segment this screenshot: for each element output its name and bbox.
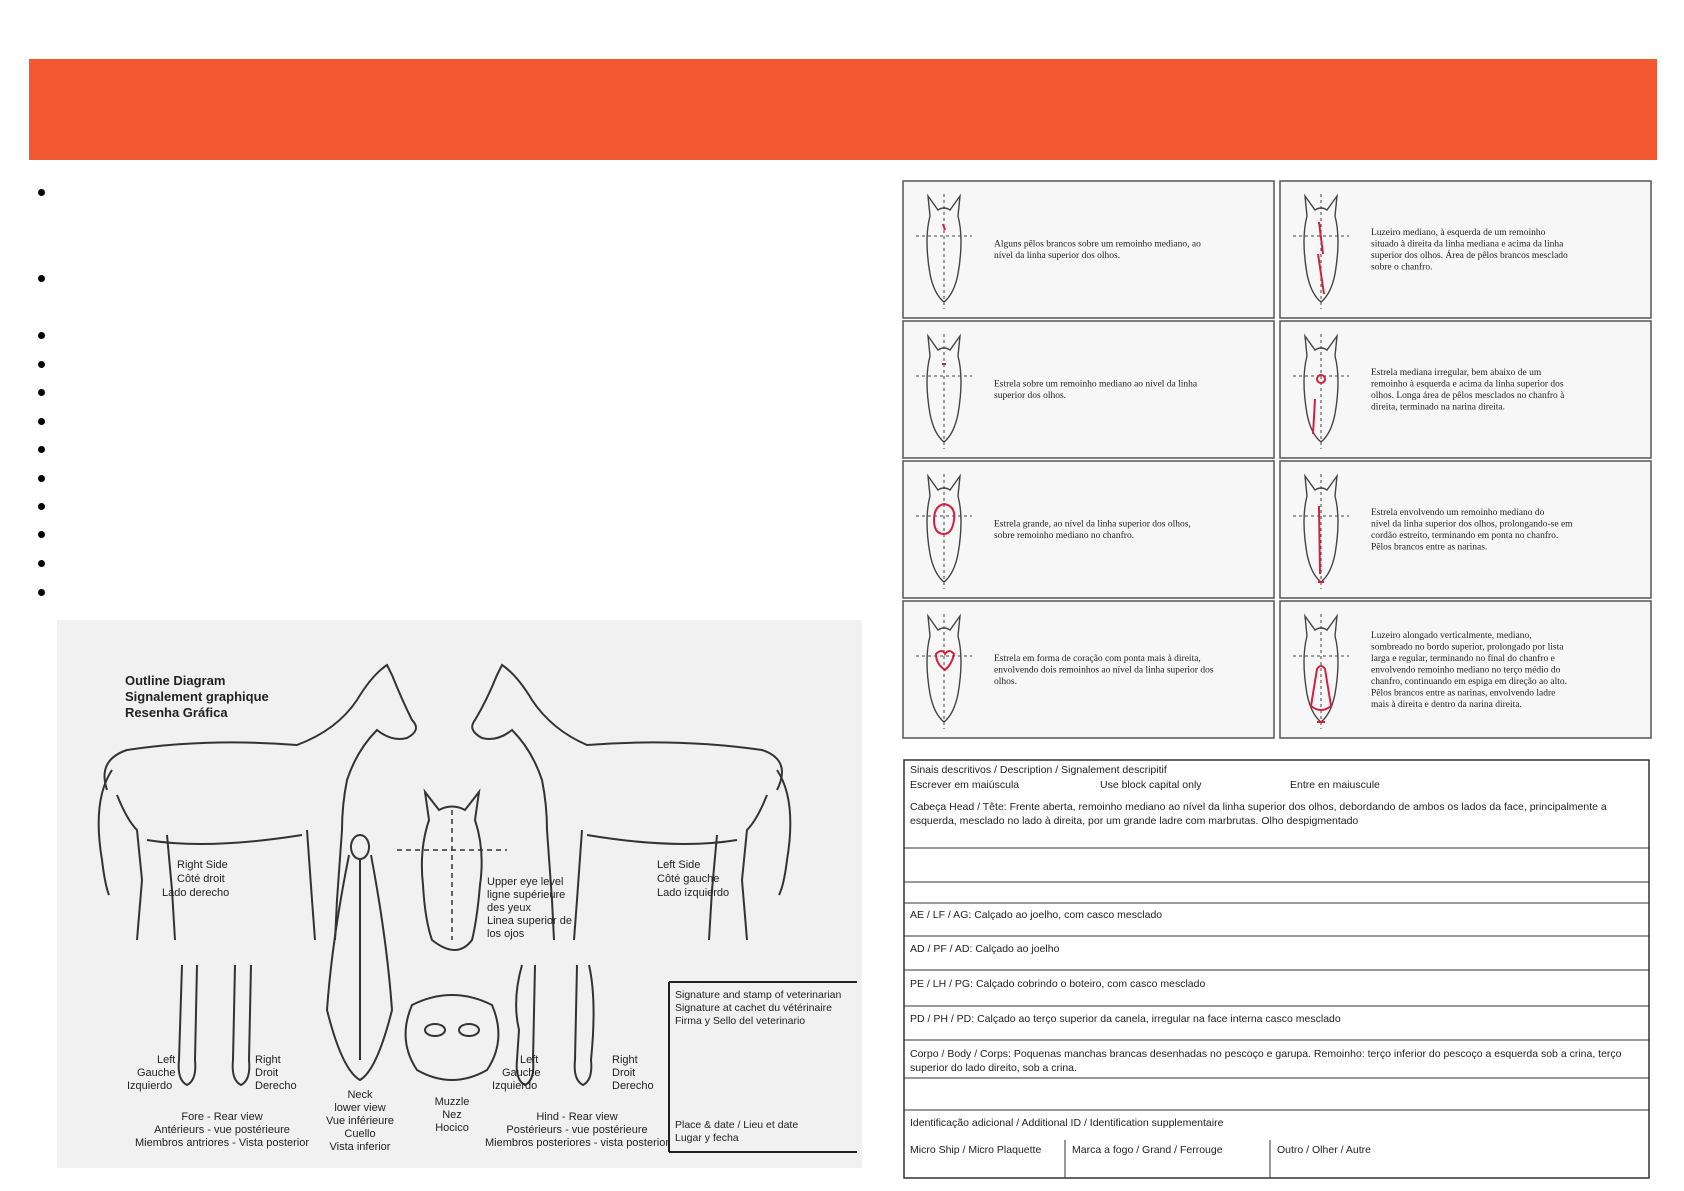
neck-label <box>326 1089 394 1153</box>
svg-text:Resenha Gráfica: Resenha Gráfica <box>125 705 228 720</box>
svg-text:Derecho: Derecho <box>255 1080 297 1092</box>
ad-description: AD / PF / AD: Calçado ao joelho <box>910 943 1060 955</box>
svg-text:Nez: Nez <box>442 1109 462 1121</box>
svg-text:Vue inférieure: Vue inférieure <box>325 1115 395 1127</box>
svg-text:ligne supérieure: ligne supérieure <box>487 889 566 901</box>
svg-text:Derecho: Derecho <box>612 1080 654 1092</box>
svg-text:Muzzle: Muzzle <box>434 1096 470 1108</box>
list-item <box>38 560 46 568</box>
svg-text:Place & date / Lieu et date: Place & date / Lieu et date <box>675 1119 799 1131</box>
marking-description-line: mais à direita e dentro da narina direita. <box>1371 699 1522 710</box>
pe-description: PE / LH / PG: Calçado cobrindo o boteiro, com casco mesclado <box>910 978 1206 990</box>
caps-fr: Entre en maiuscule <box>1290 779 1380 791</box>
svg-text:Left: Left <box>157 1054 176 1066</box>
svg-text:Miembros antriores - Vista pos: Miembros antriores - Vista posterior <box>134 1137 310 1149</box>
head-example-cell <box>903 321 1274 458</box>
head-description-line1: Cabeça Head / Tête: Frente aberta, remoinho mediano ao nível da linha superior dos olhos, debordando de ambos os lados da face, principalmente a <box>910 801 1607 813</box>
marking-description-line: remoinho à esquerda e acima da linha superior dos <box>1371 379 1564 390</box>
head-example-cell <box>1280 321 1651 458</box>
svg-text:Neck: Neck <box>347 1089 373 1101</box>
svg-text:Côté droit: Côté droit <box>177 873 225 885</box>
marking-description-line: superior dos olhos. Área de pêlos brancos mesclado <box>1371 251 1568 261</box>
other-id-label: Outro / Olher / Autre <box>1277 1144 1371 1156</box>
svg-text:Côté gauche: Côté gauche <box>657 873 720 885</box>
head-example-cell <box>903 461 1274 598</box>
muzzle-drawing <box>406 995 499 1080</box>
svg-text:Lado izquierdo: Lado izquierdo <box>657 887 730 899</box>
title-banner <box>29 59 1657 160</box>
marking-description-line: Estrela sobre um remoinho mediano ao nível da linha <box>994 379 1198 390</box>
svg-text:Antérieurs - vue postérieure: Antérieurs - vue postérieure <box>154 1124 290 1136</box>
list-item <box>38 418 46 426</box>
marking-description-line: chanfro, continuando em espiga em direção ao alto. <box>1371 676 1567 687</box>
svg-text:Izquierdo: Izquierdo <box>127 1080 173 1092</box>
svg-text:Left Side: Left Side <box>657 859 701 871</box>
svg-text:des yeux: des yeux <box>487 902 532 914</box>
head-example-cell <box>1280 601 1651 738</box>
form-header: Sinais descritivos / Description / Signalement descripitif <box>910 764 1167 776</box>
ae-description: AE / LF / AG: Calçado ao joelho, com casco mesclado <box>910 909 1163 921</box>
head-markings-document <box>902 180 1657 1180</box>
svg-text:Cuello: Cuello <box>344 1128 376 1140</box>
marking-description-line: sombreado no bordo superior, prolongado por lista <box>1371 642 1564 653</box>
svg-text:Right Side: Right Side <box>177 859 228 871</box>
marking-description-line: Alguns pêlos brancos sobre um remoinho mediano, ao <box>994 239 1201 250</box>
svg-text:Miembros posteriores - vista p: Miembros posteriores - vista posterior <box>484 1137 670 1149</box>
svg-text:Lugar y fecha: Lugar y fecha <box>675 1132 739 1144</box>
svg-text:Gauche: Gauche <box>502 1067 541 1079</box>
hind-view-label <box>485 1111 669 1149</box>
svg-text:Hocico: Hocico <box>435 1122 469 1134</box>
svg-text:Postérieurs - vue postérieure: Postérieurs - vue postérieure <box>506 1124 648 1136</box>
svg-text:los ojos: los ojos <box>487 928 525 940</box>
list-item <box>38 361 46 369</box>
diagram-title <box>125 673 269 720</box>
marking-description-line: Pêlos brancos entre as narinas, envolvendo ladre <box>1371 688 1556 699</box>
body-description-line1: Corpo / Body / Corps: Poquenas manchas brancas desenhadas no pescoço e garupa. Remoinho: terço inferior do pescoço a esquerda sob a crina, terço <box>910 1048 1622 1060</box>
caps-pt: Escrever em maiúscula <box>910 779 1020 791</box>
marking-description-line: Estrela em forma de coração com ponta mais à direita, <box>994 653 1201 664</box>
microchip-label: Micro Ship / Micro Plaquette <box>910 1144 1042 1156</box>
svg-text:Vista inferior: Vista inferior <box>329 1141 391 1153</box>
pd-description: PD / PH / PD: Calçado ao terço superior da canela, irregular na face interna casco mesclado <box>910 1013 1341 1025</box>
svg-text:Droit: Droit <box>612 1067 636 1079</box>
marking-description-line: situado à direita da linha mediana e acima da linha <box>1371 239 1564 250</box>
marking-description-line: direita, terminado na narina direita. <box>1371 402 1505 413</box>
marking-description-line: Estrela grande, ao nível da linha superior dos olhos, <box>994 519 1191 530</box>
head-example-cell <box>1280 461 1651 598</box>
svg-text:Signature and stamp of veterin: Signature and stamp of veterinarian <box>675 989 842 1001</box>
marking-description-line: cordão estreito, terminando em ponta no chanfro. <box>1371 531 1559 541</box>
list-item <box>38 389 46 397</box>
body-description-line2: superior do lado direito, sob a crina. <box>910 1062 1077 1074</box>
svg-text:Signalement graphique: Signalement graphique <box>125 689 269 704</box>
marking-description-line: envolvendo remoinho mediano no terço médio do <box>1371 665 1561 676</box>
marking-description-line: Luzeiro alongado verticalmente, mediano, <box>1371 630 1532 641</box>
marking-description-line: Estrela mediana irregular, bem abaixo de um <box>1371 368 1542 378</box>
marking-description-line: Luzeiro mediano, à esquerda de um remoinho <box>1371 228 1546 238</box>
head-markings-sheet <box>902 180 1657 1180</box>
fore-view-label <box>135 1111 309 1149</box>
list-item <box>38 589 46 597</box>
svg-text:Lado derecho: Lado derecho <box>162 887 230 899</box>
svg-text:Right: Right <box>612 1054 638 1066</box>
outline-diagram <box>57 620 862 1168</box>
brand-label: Marca a fogo / Grand / Ferrouge <box>1072 1144 1223 1156</box>
svg-text:Firma y Sello del veterinario: Firma y Sello del veterinario <box>675 1015 806 1027</box>
caps-en: Use block capital only <box>1100 779 1202 791</box>
list-item <box>38 446 46 454</box>
svg-text:lower view: lower view <box>334 1102 386 1114</box>
right-side-label <box>162 859 229 899</box>
svg-text:Outline Diagram: Outline Diagram <box>125 673 226 688</box>
marking-description-line: nível da linha superior dos olhos. <box>994 251 1121 261</box>
svg-text:Linea superior de: Linea superior de <box>487 915 573 927</box>
eye-level-label <box>487 876 572 940</box>
outline-diagram-scan <box>57 620 862 1168</box>
svg-text:Right: Right <box>255 1054 281 1066</box>
marking-description-line: Pêlos brancos entre as narinas. <box>1371 542 1488 553</box>
marking-description-line: envolvendo dois remoinhos ao nível da linha superior dos <box>994 665 1214 676</box>
list-item <box>38 189 46 197</box>
svg-text:Upper eye level: Upper eye level <box>487 876 564 888</box>
signature-box <box>669 982 857 1152</box>
marking-description-line: larga e regular, terminando no final do chanfro e <box>1371 653 1555 664</box>
head-example-cell <box>1280 181 1651 318</box>
marking-description-line: nível da linha superior dos olhos, prolongando-se em <box>1371 519 1573 530</box>
marking-description-line: olhos. <box>994 676 1017 687</box>
fore-legs-drawing <box>179 965 251 1085</box>
additional-id-label: Identificação adicional / Additional ID / Identification supplementaire <box>910 1117 1224 1129</box>
svg-text:Left: Left <box>520 1054 539 1066</box>
svg-text:Droit: Droit <box>255 1067 279 1079</box>
head-example-cell <box>903 601 1274 738</box>
marking-description-line: Estrela envolvendo um remoinho mediano do <box>1371 508 1545 518</box>
marking-description-line: sobre remoinho mediano no chanfro. <box>994 531 1135 541</box>
neck-lower-view-drawing <box>327 835 392 1080</box>
svg-text:Gauche: Gauche <box>137 1067 176 1079</box>
marking-description-line: sobre o chanfro. <box>1371 262 1433 273</box>
list-item <box>38 275 46 283</box>
list-item <box>38 503 46 511</box>
list-item <box>38 332 46 340</box>
svg-text:Hind - Rear view: Hind - Rear view <box>536 1111 618 1123</box>
left-side-label <box>657 859 729 899</box>
head-description-line2: esquerda, mesclado no lado à direita, por um grande ladre com marbrutas. Olho despigmentado <box>910 815 1359 827</box>
marking-description-line: superior dos olhos. <box>994 391 1067 401</box>
muzzle-label <box>435 1096 470 1134</box>
head-example-cell <box>903 181 1274 318</box>
list-item <box>38 475 46 483</box>
svg-text:Izquierdo: Izquierdo <box>492 1080 538 1092</box>
list-item <box>38 531 46 539</box>
fore-legs-labels <box>127 1054 297 1092</box>
svg-text:Fore - Rear view: Fore - Rear view <box>181 1111 263 1123</box>
svg-text:Signature at cachet du vétérin: Signature at cachet du vétérinaire <box>675 1002 833 1014</box>
marking-description-line: olhos. Longa área de pêlos mesclados no chanfro à <box>1371 391 1565 401</box>
